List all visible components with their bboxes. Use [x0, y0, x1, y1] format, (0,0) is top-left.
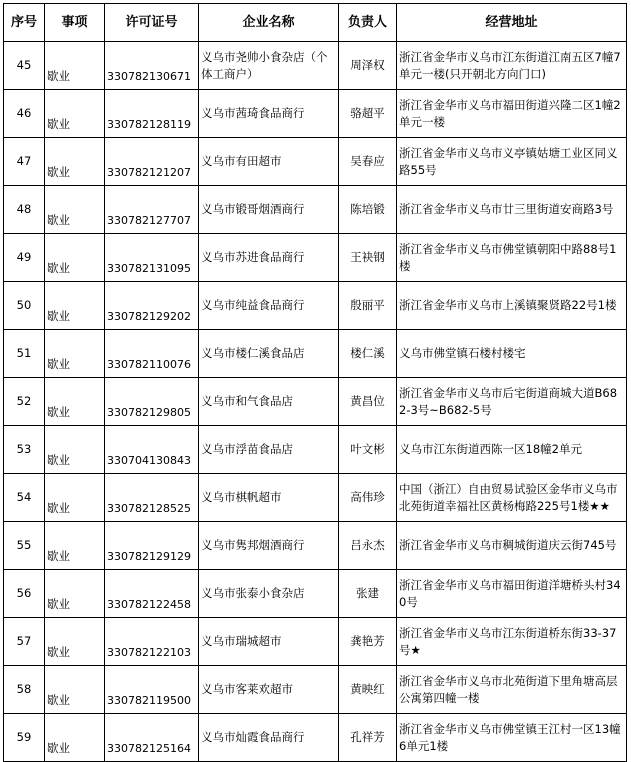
- cell-name: 义乌市棋帆超市: [199, 474, 339, 522]
- cell-person: 吕永杰: [339, 522, 397, 570]
- cell-person: 骆超平: [339, 90, 397, 138]
- cell-address: 浙江省金华市义乌市后宅街道商城大道B682-3号~B682-5号: [397, 378, 627, 426]
- table-row: [4, 618, 627, 666]
- cell-seq: 46: [4, 90, 45, 138]
- cell-person: 陈培锻: [339, 186, 397, 234]
- header-type: 事项: [45, 4, 105, 42]
- table-row: [4, 234, 627, 282]
- cell-license: 330782125164: [105, 714, 199, 762]
- table-row: [4, 474, 627, 522]
- cell-seq: 55: [4, 522, 45, 570]
- table-row: [4, 570, 627, 618]
- table-row: [4, 522, 627, 570]
- cell-person: 楼仁溪: [339, 330, 397, 378]
- table-row: [4, 378, 627, 426]
- cell-type: 歇业: [45, 186, 105, 234]
- cell-address: 浙江省金华市义乌市江东街道桥东街33-37号★: [397, 618, 627, 666]
- cell-license: 330782129805: [105, 378, 199, 426]
- cell-license: 330782131095: [105, 234, 199, 282]
- table-row: [4, 90, 627, 138]
- cell-name: 义乌市浮苗食品店: [199, 426, 339, 474]
- cell-person: 黄映红: [339, 666, 397, 714]
- header-seq: 序号: [4, 4, 45, 42]
- cell-type: 歇业: [45, 234, 105, 282]
- cell-license: 330782122458: [105, 570, 199, 618]
- table-row: [4, 186, 627, 234]
- cell-type: 歇业: [45, 618, 105, 666]
- cell-type: 歇业: [45, 330, 105, 378]
- cell-name: 义乌市客莱欢超市: [199, 666, 339, 714]
- cell-type: 歇业: [45, 90, 105, 138]
- cell-type: 歇业: [45, 378, 105, 426]
- cell-address: 义乌市佛堂镇石楼村楼宅: [397, 330, 627, 378]
- cell-seq: 45: [4, 42, 45, 90]
- cell-license: 330782130671: [105, 42, 199, 90]
- cell-type: 歇业: [45, 426, 105, 474]
- cell-address: 义乌市江东街道西陈一区18幢2单元: [397, 426, 627, 474]
- cell-person: 吴春应: [339, 138, 397, 186]
- cell-type: 歇业: [45, 474, 105, 522]
- cell-address: 浙江省金华市义乌市佛堂镇王江村一区13幢6单元1楼: [397, 714, 627, 762]
- cell-name: 义乌市灿霞食品商行: [199, 714, 339, 762]
- header-address: 经营地址: [397, 4, 627, 42]
- cell-address: 浙江省金华市义乌市稠城街道庆云街745号: [397, 522, 627, 570]
- cell-seq: 59: [4, 714, 45, 762]
- cell-license: 330782129129: [105, 522, 199, 570]
- cell-address: 浙江省金华市义乌市廿三里街道安商路3号: [397, 186, 627, 234]
- table-row: [4, 426, 627, 474]
- cell-seq: 51: [4, 330, 45, 378]
- cell-seq: 52: [4, 378, 45, 426]
- cell-person: 周泽权: [339, 42, 397, 90]
- cell-address: 浙江省金华市义乌市北苑街道下里角塘高层公寓第四幢一楼: [397, 666, 627, 714]
- cell-license: 330782129202: [105, 282, 199, 330]
- header-row: [4, 4, 627, 42]
- cell-seq: 48: [4, 186, 45, 234]
- header-name: 企业名称: [199, 4, 339, 42]
- cell-license: 330782127707: [105, 186, 199, 234]
- cell-address: 浙江省金华市义乌市义亭镇姑塘工业区同义路55号: [397, 138, 627, 186]
- cell-seq: 53: [4, 426, 45, 474]
- cell-seq: 58: [4, 666, 45, 714]
- cell-type: 歇业: [45, 522, 105, 570]
- cell-seq: 56: [4, 570, 45, 618]
- cell-address: 浙江省金华市义乌市福田街道兴隆二区1幢2单元一楼: [397, 90, 627, 138]
- cell-name: 义乌市苏进食品商行: [199, 234, 339, 282]
- cell-name: 义乌市楼仁溪食品店: [199, 330, 339, 378]
- cell-name: 义乌市和气食品店: [199, 378, 339, 426]
- cell-name: 义乌市张泰小食杂店: [199, 570, 339, 618]
- cell-address: 浙江省金华市义乌市福田街道洋塘桥头村340号: [397, 570, 627, 618]
- cell-address: 浙江省金华市义乌市佛堂镇朝阳中路88号1楼: [397, 234, 627, 282]
- table-row: [4, 138, 627, 186]
- cell-type: 歇业: [45, 714, 105, 762]
- cell-type: 歇业: [45, 42, 105, 90]
- cell-type: 歇业: [45, 138, 105, 186]
- cell-seq: 57: [4, 618, 45, 666]
- cell-person: 黄昌位: [339, 378, 397, 426]
- cell-address: 中国（浙江）自由贸易试验区金华市义乌市北苑街道幸福社区黄杨梅路225号1楼★★: [397, 474, 627, 522]
- cell-name: 义乌市有田超市: [199, 138, 339, 186]
- cell-person: 叶文彬: [339, 426, 397, 474]
- table-row: [4, 330, 627, 378]
- cell-license: 330782110076: [105, 330, 199, 378]
- cell-name: 义乌市茜琦食品商行: [199, 90, 339, 138]
- cell-person: 孔祥芳: [339, 714, 397, 762]
- cell-seq: 50: [4, 282, 45, 330]
- cell-person: 高伟珍: [339, 474, 397, 522]
- cell-person: 殷丽平: [339, 282, 397, 330]
- cell-seq: 54: [4, 474, 45, 522]
- cell-name: 义乌市瑞城超市: [199, 618, 339, 666]
- cell-person: 王袂钢: [339, 234, 397, 282]
- cell-name: 义乌市锻哥烟酒商行: [199, 186, 339, 234]
- cell-type: 歇业: [45, 282, 105, 330]
- cell-seq: 47: [4, 138, 45, 186]
- cell-type: 歇业: [45, 666, 105, 714]
- cell-license: 330782128525: [105, 474, 199, 522]
- license-table: [3, 3, 627, 762]
- cell-type: 歇业: [45, 570, 105, 618]
- header-license: 许可证号: [105, 4, 199, 42]
- cell-address: 浙江省金华市义乌市上溪镇聚贤路22号1楼: [397, 282, 627, 330]
- table-row: [4, 666, 627, 714]
- cell-person: 张建: [339, 570, 397, 618]
- cell-address: 浙江省金华市义乌市江东街道江南五区7幢7单元一楼(只开朝北方向门口): [397, 42, 627, 90]
- cell-license: 330782128119: [105, 90, 199, 138]
- header-person: 负责人: [339, 4, 397, 42]
- cell-person: 龚艳芳: [339, 618, 397, 666]
- cell-name: 义乌市尧帅小食杂店（个体工商户）: [199, 42, 339, 90]
- cell-license: 330782122103: [105, 618, 199, 666]
- cell-name: 义乌市隽邦烟酒商行: [199, 522, 339, 570]
- cell-license: 330782119500: [105, 666, 199, 714]
- table-row: [4, 42, 627, 90]
- table-body: [4, 42, 627, 762]
- cell-seq: 49: [4, 234, 45, 282]
- table-row: [4, 282, 627, 330]
- cell-name: 义乌市纯益食品商行: [199, 282, 339, 330]
- cell-license: 330704130843: [105, 426, 199, 474]
- cell-license: 330782121207: [105, 138, 199, 186]
